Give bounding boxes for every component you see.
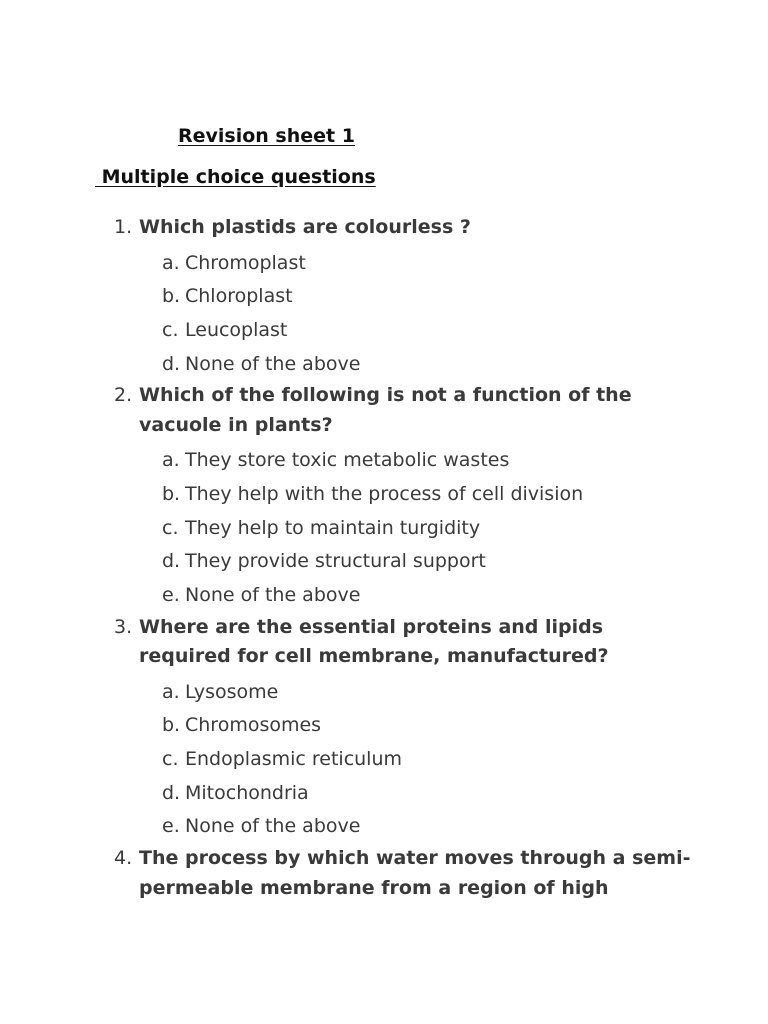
option-letter: a. [162, 251, 180, 274]
option-list [0, 444, 768, 612]
option-text: None of the above [185, 352, 361, 375]
option-letter: a. [162, 680, 180, 703]
option-text: Mitochondria [185, 781, 309, 804]
question-2 [0, 381, 768, 612]
option-text: They help with the process of cell division [185, 482, 584, 505]
option-letter: d. [162, 352, 181, 375]
option-letter: e. [162, 584, 180, 606]
question-list [0, 213, 768, 907]
option [0, 348, 768, 382]
option-text: Leucoplast [185, 318, 288, 341]
question-text: The process by which water moves through a semi-permeable membrane from a region of high [139, 847, 691, 899]
question-number: 3. [114, 615, 133, 638]
option-letter: b. [162, 285, 181, 308]
option [0, 579, 768, 613]
option-letter: b. [162, 714, 181, 737]
option-text: None of the above [185, 584, 361, 606]
option-text: Lysosome [185, 680, 279, 703]
question-4 [0, 844, 768, 907]
option [0, 743, 768, 777]
option [0, 545, 768, 579]
option-text: Chromoplast [185, 251, 306, 274]
option [0, 478, 768, 512]
option [0, 676, 768, 710]
option [0, 314, 768, 348]
option-text: They provide structural support [185, 550, 486, 573]
option [0, 444, 768, 478]
question-text: Which of the following is not a function of the vacuole in plants? [139, 384, 632, 436]
option-text: Chloroplast [185, 285, 293, 308]
section-title: Multiple choice questions [95, 166, 376, 188]
question-3 [0, 613, 768, 844]
question-text: Where are the essential proteins and lipids required for cell membrane, manufactured? [139, 615, 609, 668]
sheet-title: Revision sheet 1 [178, 125, 355, 147]
option-letter: e. [162, 815, 180, 838]
option-letter: d. [162, 550, 181, 573]
option-text: Endoplasmic reticulum [185, 748, 403, 771]
question-text: Which plastids are colourless ? [139, 216, 471, 238]
option-letter: c. [162, 748, 179, 771]
question-number: 2. [114, 384, 133, 407]
option-letter: a. [162, 449, 180, 472]
question-number: 1. [114, 216, 133, 238]
option [0, 280, 768, 314]
option-letter: b. [162, 482, 181, 505]
question-number: 4. [114, 847, 133, 870]
option-list [0, 676, 768, 844]
option-letter: c. [162, 318, 179, 341]
option [0, 777, 768, 811]
option-letter: c. [162, 516, 179, 539]
option [0, 810, 768, 844]
option-letter: d. [162, 781, 181, 804]
option-text: Chromosomes [185, 714, 322, 737]
option-list [0, 247, 768, 382]
option-text: They help to maintain turgidity [185, 516, 481, 539]
option [0, 247, 768, 281]
question-1 [0, 213, 768, 381]
option [0, 512, 768, 546]
option [0, 709, 768, 743]
option-text: They store toxic metabolic wastes [185, 449, 510, 472]
option-text: None of the above [185, 815, 361, 838]
